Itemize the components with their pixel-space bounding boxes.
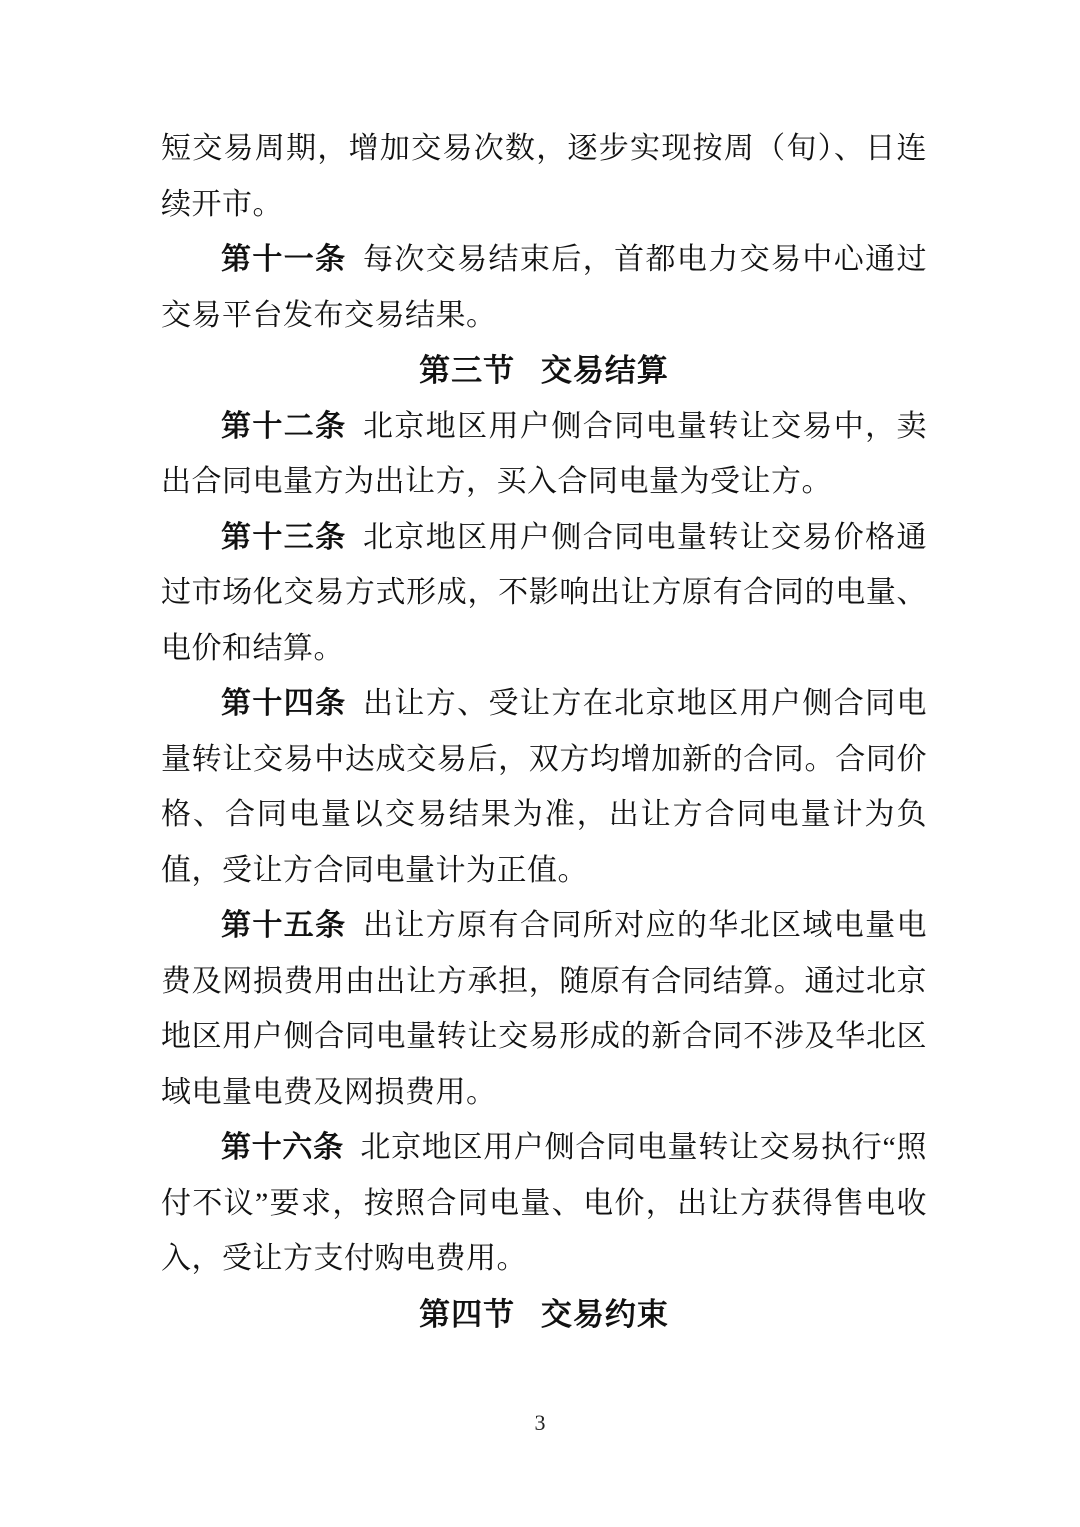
paragraph-text: 北京地区用户侧合同电量转让交易执行“照付不议”要求，按照合同电量、电价，出让方获得售电收入，受让方支付购电费用。 <box>161 1131 927 1275</box>
article-number: 第十二条 <box>221 409 347 443</box>
paragraph-text: 每次交易结束后，首都电力交易中心通过交易平台发布交易结果。 <box>161 243 928 332</box>
article-number: 第十三条 <box>221 520 347 554</box>
document-content <box>161 121 927 1342</box>
paragraph <box>161 1120 927 1287</box>
paragraph <box>161 232 927 343</box>
paragraph <box>161 898 927 1120</box>
article-number: 第十五条 <box>221 909 347 942</box>
paragraph-text: 北京地区用户侧合同电量转让交易价格通过市场化交易方式形成，不影响出让方原有合同的电量、电价和结算。 <box>161 520 928 665</box>
paragraph <box>161 399 927 510</box>
article-number: 第十一条 <box>221 243 347 276</box>
article-number: 第十四条 <box>221 687 347 720</box>
paragraph <box>161 510 927 677</box>
article-number: 第十六条 <box>221 1131 344 1164</box>
paragraph-text: 出让方、受让方在北京地区用户侧合同电量转让交易中达成交易后，双方均增加新的合同。合同价格、合同电量以交易结果为准，出让方合同电量计为负值，受让方合同电量计为正值。 <box>161 687 928 887</box>
paragraph-text: 北京地区用户侧合同电量转让交易中，卖出合同电量方为出让方，买入合同电量为受让方。 <box>161 409 928 498</box>
section-heading: 第三节 交易结算 <box>419 353 669 388</box>
paragraph-text: 出让方原有合同所对应的华北区域电量电费及网损费用由出让方承担，随原有合同结算。通过北京地区用户侧合同电量转让交易形成的新合同不涉及华北区域电量电费及网损费用。 <box>161 909 928 1109</box>
paragraph-text: 短交易周期，增加交易次数，逐步实现按周（旬）、日连续开市。 <box>161 132 927 221</box>
page-number: 3 <box>534 1410 546 1435</box>
paragraph <box>161 676 927 898</box>
section-heading: 第四节 交易约束 <box>419 1296 669 1332</box>
paragraph <box>161 121 927 232</box>
